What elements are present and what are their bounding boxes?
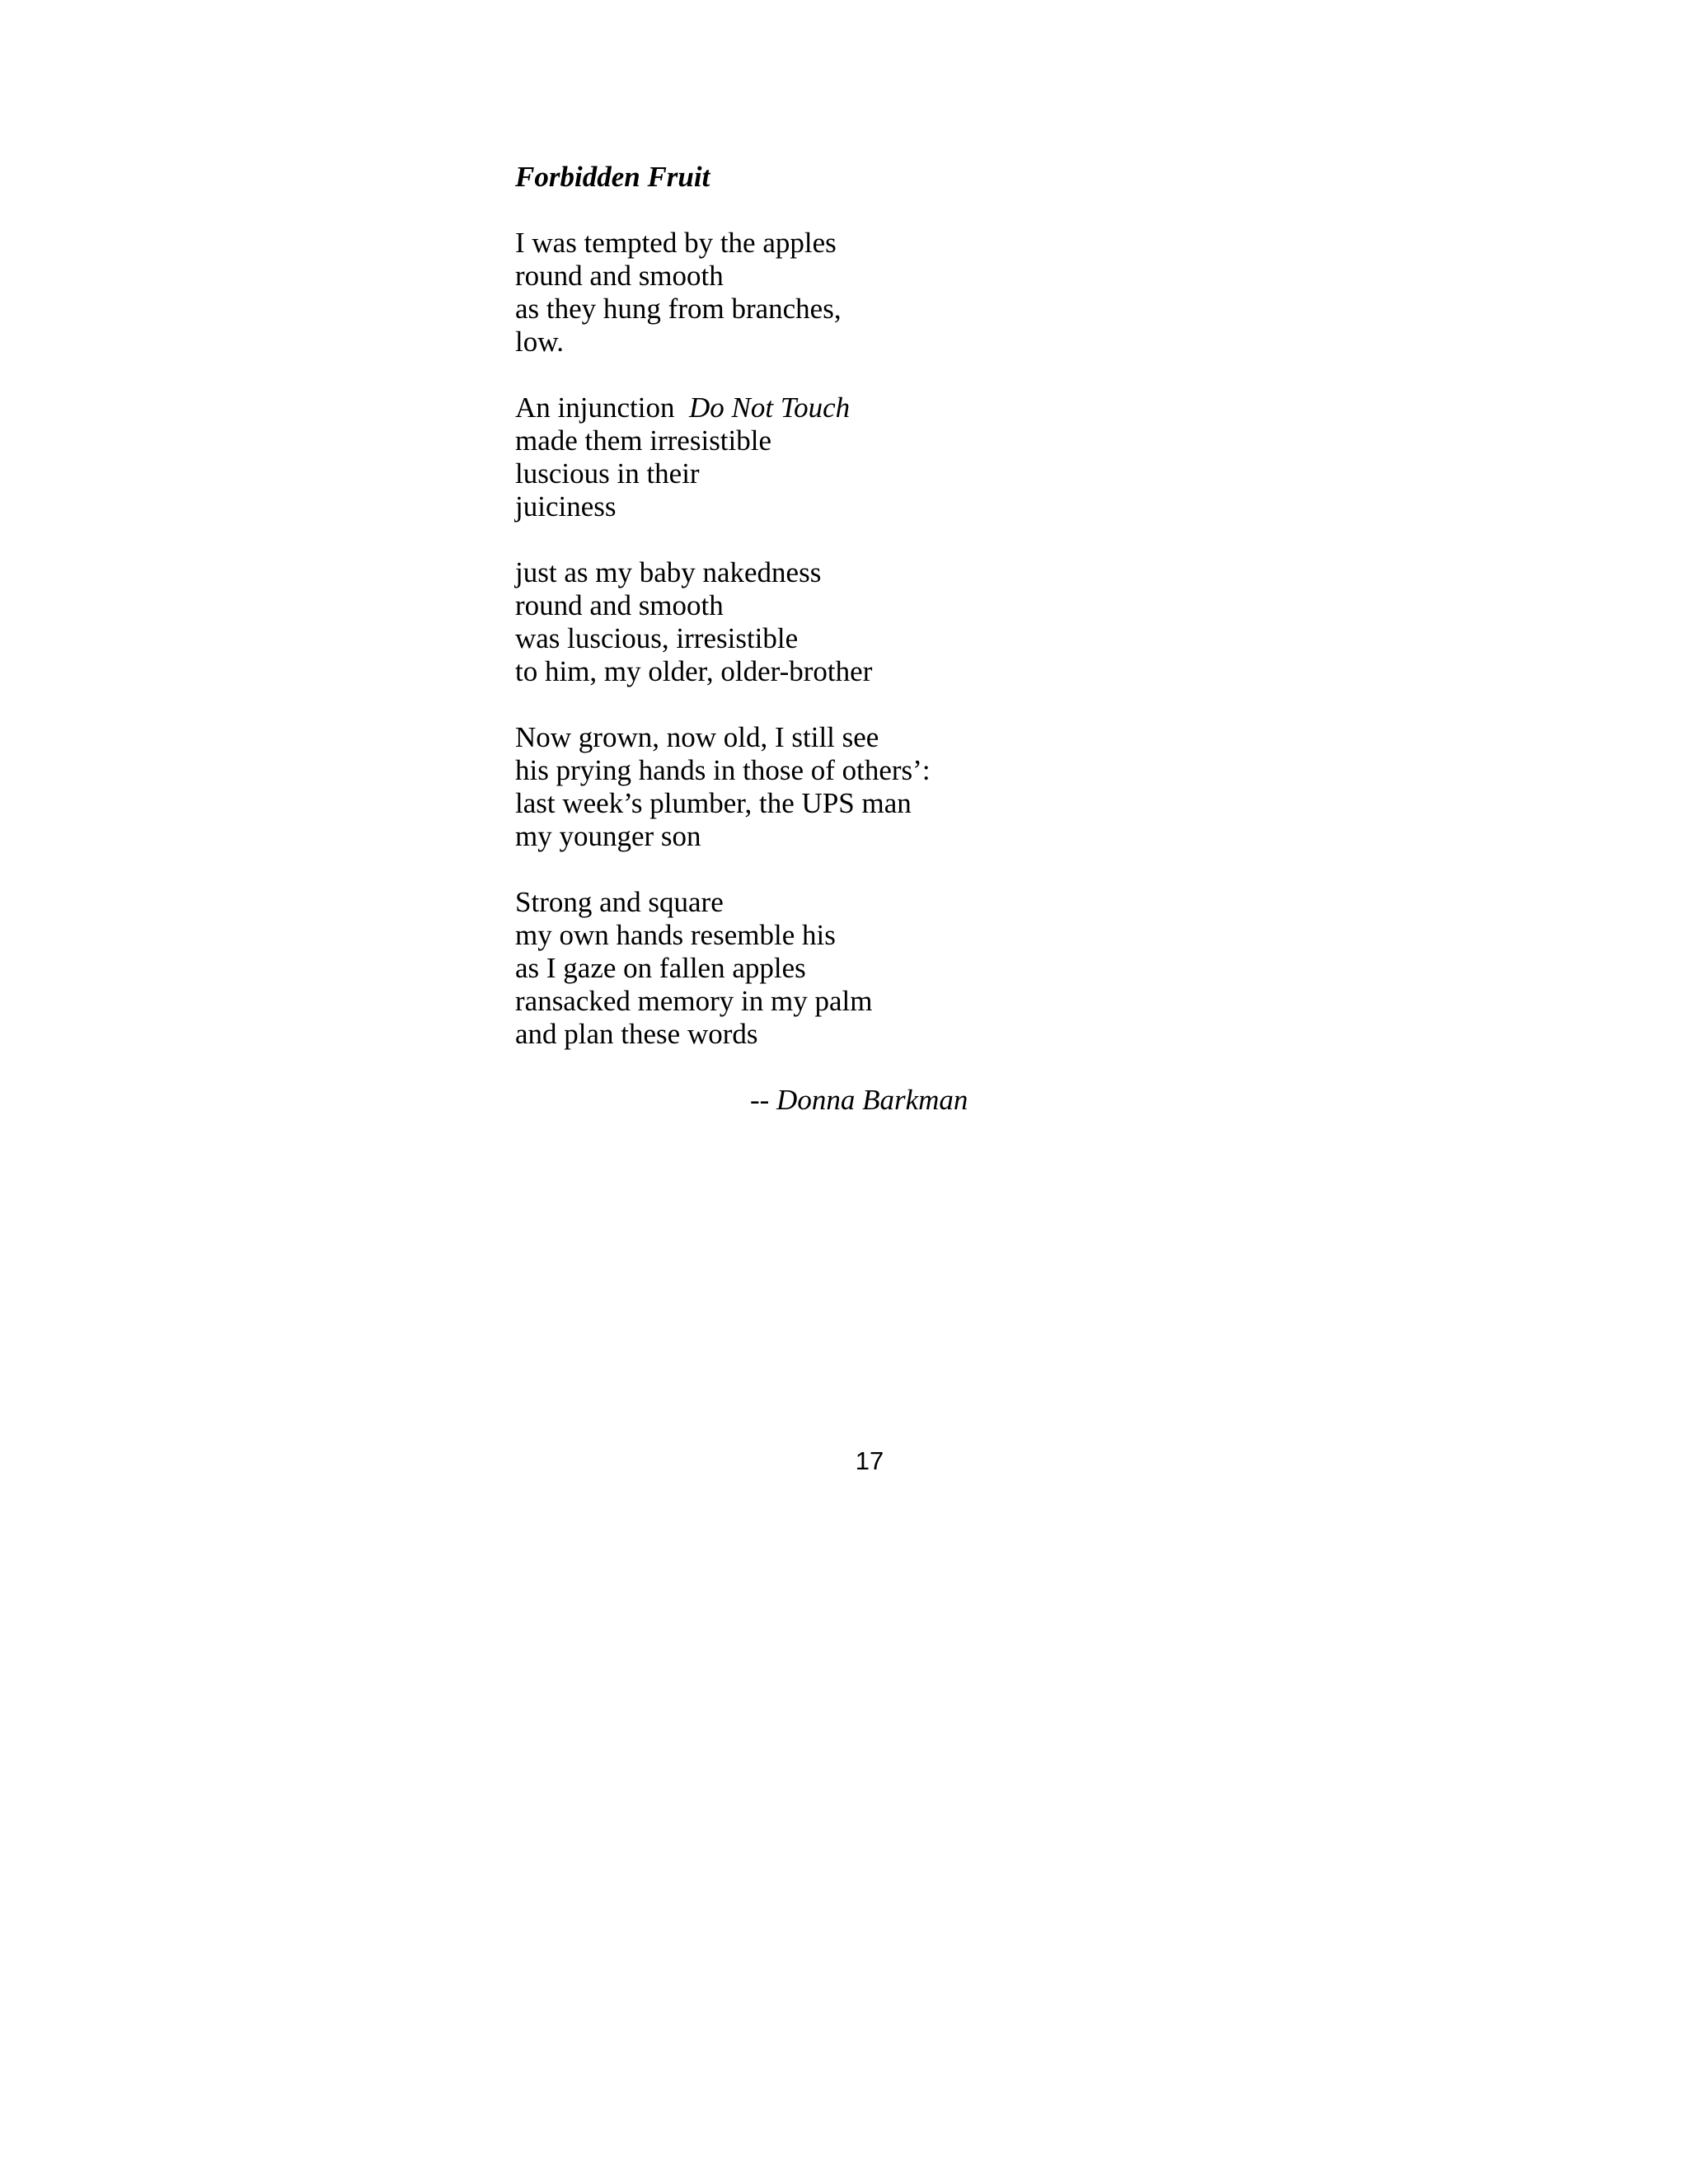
poem-line: to him, my older, older-brother — [515, 655, 873, 687]
poem-line: luscious in their — [515, 457, 700, 490]
poem-line: last week’s plumber, the UPS man — [515, 787, 912, 819]
author-attribution: -- Donna Barkman — [750, 1084, 968, 1116]
line-prefix: An injunction — [515, 391, 689, 424]
italic-phrase: Do Not Touch — [688, 391, 851, 424]
poem-line: round and smooth — [515, 260, 724, 292]
stanza-5 — [515, 886, 1092, 1051]
stanza-3 — [515, 556, 1092, 688]
poem-line: Now grown, now old, I still see — [515, 721, 879, 753]
poem-line — [515, 391, 1092, 424]
poem — [515, 161, 1092, 1117]
poem-line: was luscious, irresistible — [515, 622, 799, 654]
poem-line: made them irresistible — [515, 424, 772, 457]
poem-title: Forbidden Fruit — [515, 161, 710, 193]
poem-line: his prying hands in those of others’: — [515, 754, 931, 786]
poem-line: low. — [515, 326, 564, 358]
poem-line: ransacked memory in my palm — [515, 985, 873, 1017]
poem-line: juiciness — [515, 490, 617, 523]
poem-line: round and smooth — [515, 589, 724, 621]
poem-line: as I gaze on fallen apples — [515, 952, 806, 984]
stanza-4 — [515, 721, 1092, 853]
stanza-1 — [515, 227, 1092, 359]
poem-line: Strong and square — [515, 886, 724, 918]
poem-line: my younger son — [515, 820, 701, 852]
poem-line: as they hung from branches, — [515, 293, 842, 325]
poem-line: my own hands resemble his — [515, 919, 836, 951]
poem-line: just as my baby nakedness — [515, 556, 822, 588]
page-number: 17 — [855, 1446, 884, 1475]
stanza-2 — [515, 391, 1092, 523]
poem-line: I was tempted by the apples — [515, 227, 837, 259]
poem-line: and plan these words — [515, 1018, 758, 1050]
